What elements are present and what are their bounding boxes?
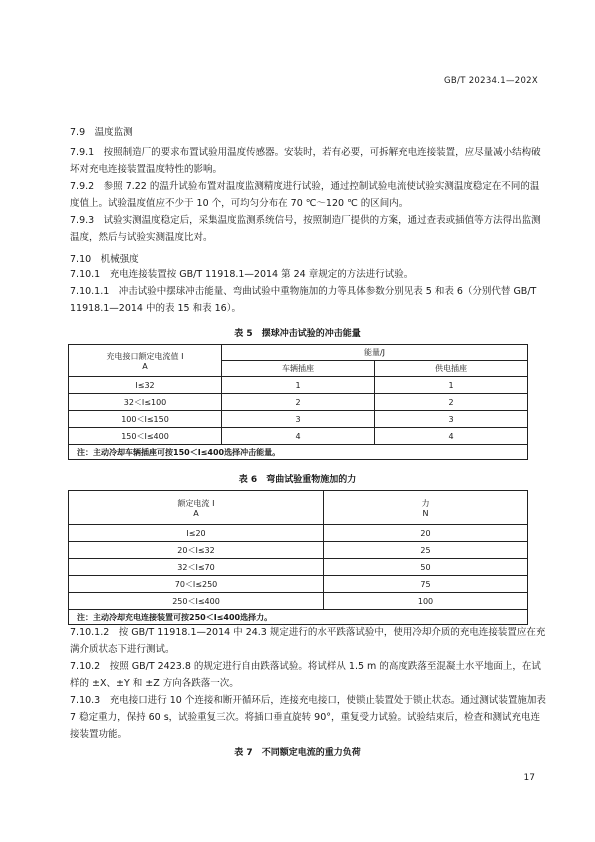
table-6-header-current — [69, 491, 324, 525]
table-cell: I≤20 — [69, 525, 324, 542]
table-row — [69, 377, 528, 394]
clause-7-10-1-2: 7.10.1.2 按 GB/T 11918.1—2014 中 24.3 规定进行的水平跌落试验中，使用冷却介质的充电连接装置应在充满介质状态下进行测试。 — [70, 627, 546, 655]
table-cell: 1 — [375, 377, 528, 394]
clause-7-9-3: 7.9.3 试验实测温度稳定后，采集温度监测系统信号，按照制造厂提供的方案，通过查表或插值等方法得出监测温度，然后与试验实测温度比对。 — [70, 215, 541, 243]
table-row — [69, 576, 528, 593]
table-row — [69, 542, 528, 559]
clause-7-10-1: 7.10.1 充电连接装置按 GB/T 11918.1—2014 第 24 章规定的方法进行试验。 — [70, 269, 414, 280]
table-row — [69, 525, 528, 542]
table-cell: 25 — [324, 542, 528, 559]
table-5-header-energy: 能量/J — [222, 345, 528, 361]
table-5-caption: 表 5 摆球冲击试验的冲击能量 — [234, 329, 361, 339]
header-unit: N — [422, 508, 429, 518]
table-cell: 1 — [222, 377, 375, 394]
header-line: 充电接口额定电流值 I — [106, 351, 184, 361]
table-5-header-current — [69, 345, 222, 377]
table-5-subheader-vehicle: 车辆插座 — [222, 361, 375, 377]
table-6-note: 注：主动冷却充电连接装置可按250＜I≤400选择力。 — [69, 610, 528, 625]
clause-7-10-3: 7.10.3 充电接口进行 10 个连接和断开循环后，连接充电接口，使锁止装置处于锁止状态。通过测试装置施加表 7 稳定重力，保持 60 s，试验重复三次。将插口垂直旋转 90°，重复受力试验。试验结束后，检查和测试充电连接装置功能。 — [70, 695, 546, 740]
header-unit: A — [142, 361, 148, 371]
standard-number-header: GB/T 20234.1—202X — [444, 76, 538, 86]
table-row — [69, 428, 528, 445]
table-cell: I≤32 — [69, 377, 222, 394]
section-7-9-heading: 7.9 温度监测 — [70, 127, 133, 138]
table-row — [69, 411, 528, 428]
table-cell: 32＜I≤100 — [69, 394, 222, 411]
clause-7-10-2: 7.10.2 按照 GB/T 2423.8 的规定进行自由跌落试验。将试样从 1.5 m 的高度跌落至混凝土水平地面上，在试样的 ±X、±Y 和 ±Z 方向各跌落一次。 — [70, 661, 541, 689]
page-number: 17 — [523, 773, 535, 783]
clause-7-10-1-1: 7.10.1.1 冲击试验中摆球冲击能量、弯曲试验中重物施加的力等具体参数分别见表 5 和表 6（分别代替 GB/T 11918.1—2014 中的表 15 和表 16）。 — [70, 286, 537, 314]
table-6 — [68, 490, 528, 625]
table-cell: 4 — [222, 428, 375, 445]
table-cell: 20 — [324, 525, 528, 542]
table-cell: 3 — [222, 411, 375, 428]
table-cell: 50 — [324, 559, 528, 576]
table-6-header-force — [324, 491, 528, 525]
table-cell: 100 — [324, 593, 528, 610]
table-row — [69, 559, 528, 576]
header-unit: A — [193, 508, 199, 518]
header-line: 力 — [421, 498, 430, 508]
table-5-note: 注：主动冷却车辆插座可按150＜I≤400选择冲击能量。 — [69, 445, 528, 460]
table-row — [69, 394, 528, 411]
header-line: 额定电流 I — [177, 498, 215, 508]
table-row — [69, 593, 528, 610]
table-cell: 4 — [375, 428, 528, 445]
clause-7-9-1: 7.9.1 按照制造厂的要求布置试验用温度传感器。安装时，若有必要，可拆解充电连接装置，应尽量减小结构破坏对充电连接装置温度特性的影响。 — [70, 147, 541, 175]
clause-7-9-2: 7.9.2 参照 7.22 的温升试验布置对温度监测精度进行试验，通过控制试验电流使试验实测温度稳定在不同的温度值上。试验温度值应不少于 10 个，可均匀分布在 70 ℃～120 ℃ 的区间内。 — [70, 181, 540, 209]
table-cell: 32＜I≤70 — [69, 559, 324, 576]
table-cell: 75 — [324, 576, 528, 593]
table-5-subheader-supply: 供电插座 — [375, 361, 528, 377]
table-cell: 20＜I≤32 — [69, 542, 324, 559]
table-5 — [68, 344, 528, 460]
table-6-caption: 表 6 弯曲试验重物施加的力 — [238, 475, 357, 485]
table-cell: 2 — [222, 394, 375, 411]
table-cell: 2 — [375, 394, 528, 411]
section-7-10-heading: 7.10 机械强度 — [70, 254, 139, 265]
table-7-caption: 表 7 不同额定电流的重力负荷 — [234, 748, 361, 758]
table-cell: 150＜I≤400 — [69, 428, 222, 445]
table-cell: 70＜I≤250 — [69, 576, 324, 593]
table-cell: 100＜I≤150 — [69, 411, 222, 428]
table-cell: 3 — [375, 411, 528, 428]
table-cell: 250＜I≤400 — [69, 593, 324, 610]
